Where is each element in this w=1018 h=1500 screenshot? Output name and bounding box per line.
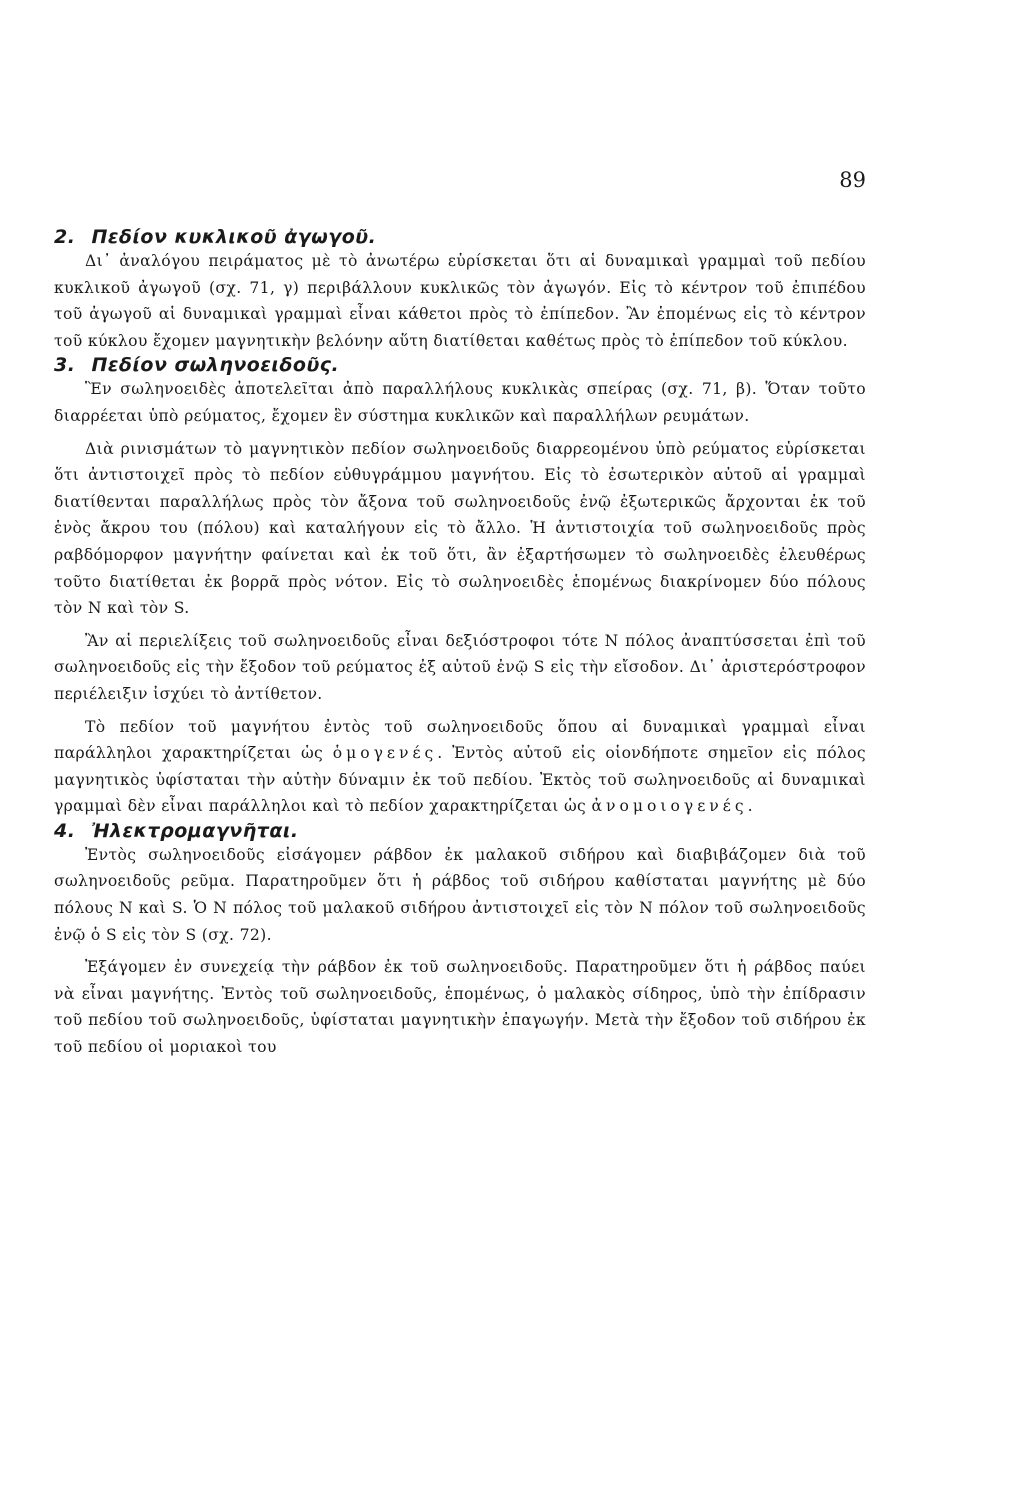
section-title: Πεδίον σωληνοειδοῦς. bbox=[91, 354, 340, 377]
section-heading-2 bbox=[54, 226, 866, 248]
text-run: . bbox=[747, 797, 753, 816]
body-text bbox=[54, 226, 866, 1061]
section-heading-4 bbox=[54, 820, 866, 842]
section-number: 3. bbox=[54, 354, 76, 377]
paragraph: Δι᾽ ἀναλόγου πειράματος μὲ τὸ ἀνωτέρω εὑρίσκεται ὅτι αἱ δυναμικαὶ γραμμαὶ τοῦ πεδίου κυκλικοῦ ἀγωγοῦ (σχ. 71, γ) περιβάλλουν κυκλικῶς τὸν ἀγωγόν. Εἰς τὸ κέντρον τοῦ ἐπιπέδου τοῦ ἀγωγοῦ αἱ δυναμικαὶ γραμμαὶ εἶναι κάθετοι πρὸς τὸ ἐπίπεδον. Ἂν ἑπομένως εἰς τὸ κέντρον τοῦ κύκλου ἔχομεν μαγνητικὴν βελόνην αὕτη διατίθεται καθέτως πρὸς τὸ ἐπίπεδον τοῦ κύκλου. bbox=[54, 252, 866, 350]
section-title: Ἠλεκτρομαγνῆται. bbox=[91, 819, 299, 842]
page-number: 89 bbox=[839, 168, 866, 192]
emphasized-term: ὁμογενές bbox=[332, 744, 438, 763]
paragraph: Ἐντὸς σωληνοειδοῦς εἰσάγομεν ράβδον ἐκ μαλακοῦ σιδήρου καὶ διαβιβάζομεν διὰ τοῦ σωληνοειδοῦς ρεῦμα. Παρατηροῦμεν ὅτι ἡ ράβδος τοῦ σιδήρου καθίσταται μαγνήτης μὲ δύο πόλους N καὶ S. Ὁ N πόλος τοῦ μαλακοῦ σιδήρου ἀντιστοιχεῖ εἰς τὸν N πόλον τοῦ σωληνοειδοῦς ἐνῷ ὁ S εἰς τὸν S (σχ. 72). bbox=[54, 845, 866, 944]
section-title: Πεδίον κυκλικοῦ ἀγωγοῦ. bbox=[91, 226, 377, 248]
paragraph: Ἂν αἱ περιελίξεις τοῦ σωληνοειδοῦς εἶναι δεξιόστροφοι τότε N πόλος ἀναπτύσσεται ἐπὶ τοῦ σωληνοειδοῦς εἰς τὴν ἔξοδον τοῦ ρεύματος ἐξ αὐτοῦ ἐνῷ S εἰς τὴν εἴσοδον. Δι᾽ ἀριστερόστροφον περιέλειξιν ἰσχύει τὸ ἀντίθετον. bbox=[54, 631, 866, 703]
paragraph: Διὰ ρινισμάτων τὸ μαγνητικὸν πεδίον σωληνοειδοῦς διαρρεομένου ὑπὸ ρεύματος εὑρίσκεται ὅτι ἀντιστοιχεῖ πρὸς τὸ πεδίον εὐθυγράμμου μαγνήτου. Εἰς τὸ ἐσωτερικὸν αὐτοῦ αἱ γραμμαὶ διατίθενται παραλλήλως πρὸς τὸν ἄξονα τοῦ σωληνοειδοῦς ἐνῷ ἐξωτερικῶς ἄρχονται ἐκ τοῦ ἑνὸς ἄκρου του (πόλου) καὶ καταλήγουν εἰς τὸ ἄλλο. Ἡ ἀντιστοιχία τοῦ σωληνοειδοῦς πρὸς ραβδόμορφον μαγνήτην φαίνεται καὶ ἐκ τοῦ ὅτι, ἂν ἐξαρτήσωμεν τὸ σωληνοειδὲς ἐλευθέρως τοῦτο διατίθεται ἐκ βορρᾶ πρὸς νότον. Εἰς τὸ σωληνοειδὲς ἑπομένως διακρίνομεν δύο πόλους τὸν N καὶ τὸν S. bbox=[54, 439, 866, 618]
emphasized-term: ἀνομοιογενές bbox=[591, 797, 748, 816]
paragraph bbox=[54, 714, 866, 820]
paragraph: Ἓν σωληνοειδὲς ἀποτελεῖται ἀπὸ παραλλήλους κυκλικὰς σπείρας (σχ. 71, β). Ὅταν τοῦτο διαρρέεται ὑπὸ ρεύματος, ἔχομεν ἓν σύστημα κυκλικῶν καὶ παραλλήλων ρευμάτων. bbox=[54, 380, 866, 425]
text-run: . Ἐντὸς αὐτοῦ εἰς οἱονδήποτε σημεῖον εἰς πόλος μαγνητικὸς ὑφίσταται τὴν αὐτὴν δύναμιν ἐκ τοῦ πεδίου. Ἐκτὸς τοῦ σωληνοειδοῦς αἱ δυναμικαὶ γραμμαὶ δὲν εἶναι παράλληλοι καὶ τὸ πεδίον χαρακτηρίζεται ὡς bbox=[54, 744, 866, 816]
section-number: 2. bbox=[54, 226, 76, 248]
paragraph: Ἐξάγομεν ἐν συνεχείᾳ τὴν ράβδον ἐκ τοῦ σωληνοειδοῦς. Παρατηροῦμεν ὅτι ἡ ράβδος παύει νὰ εἶναι μαγνήτης. Ἐντὸς τοῦ σωληνοειδοῦς, ἑπομένως, ὁ μαλακὸς σίδηρος, ὑπὸ τὴν ἐπίδρασιν τοῦ πεδίου τοῦ σωληνοειδοῦς, ὑφίσταται μαγνητικὴν ἐπαγωγήν. Μετὰ τὴν ἔξοδον τοῦ σιδήρου ἐκ τοῦ πεδίου οἱ μοριακοὶ του bbox=[54, 958, 866, 1057]
text-run: Τὸ πεδίον τοῦ μαγνήτου ἐντὸς τοῦ σωληνοειδοῦς ὅπου αἱ δυναμικαὶ γραμμαὶ εἶναι παράλληλοι χαρακτηρίζεται ὡς bbox=[54, 717, 866, 763]
section-heading-3 bbox=[54, 354, 866, 376]
section-number: 4. bbox=[54, 819, 76, 842]
